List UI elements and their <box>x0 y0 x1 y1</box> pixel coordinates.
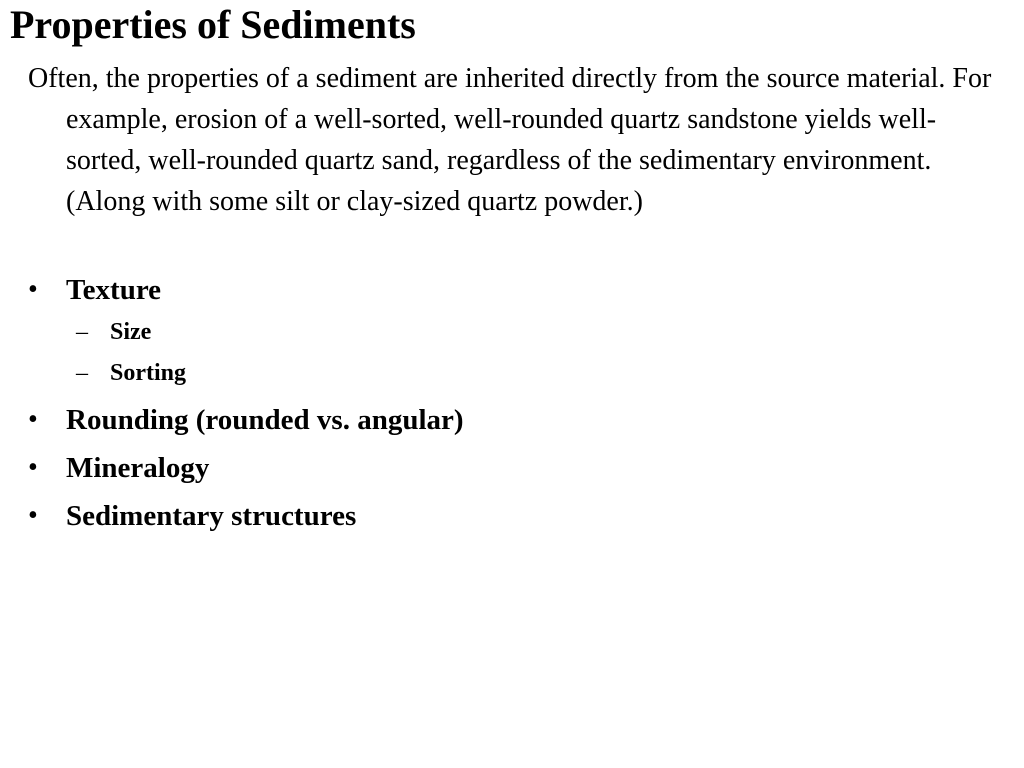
bullet-label: Mineralogy <box>66 452 210 484</box>
dash-marker: – <box>76 319 88 345</box>
bullet-sedimentary-structures <box>28 494 958 538</box>
bullet-label: Sedimentary structures <box>66 500 357 532</box>
bullet-texture <box>28 268 958 394</box>
bullet-label: Texture <box>66 274 162 306</box>
sub-item-size <box>66 312 958 353</box>
dash-marker: – <box>76 360 88 386</box>
bullet-marker: • <box>28 452 38 483</box>
bullet-mineralogy <box>28 446 958 490</box>
bullet-marker: • <box>28 404 38 435</box>
intro-paragraph: Often, the properties of a sediment are inherited directly from the source material. For example, erosion of a well-sorted, well-rounded quartz sandstone yields well-sorted, well-rounded quartz sand, regardless of the sedimentary environment. (Along with some silt or clay-sized quartz powder.) <box>28 63 992 217</box>
sub-item-sorting <box>66 353 958 394</box>
slide-title: Properties of Sediments <box>10 2 416 47</box>
bullet-list <box>28 268 958 538</box>
sub-item-label: Size <box>110 319 152 345</box>
bullet-rounding <box>28 398 958 442</box>
bullet-marker: • <box>28 274 38 305</box>
bullet-label: Rounding (rounded vs. angular) <box>66 404 464 436</box>
bullet-marker: • <box>28 500 38 531</box>
sub-list-texture <box>66 312 958 394</box>
sub-item-label: Sorting <box>110 360 187 386</box>
